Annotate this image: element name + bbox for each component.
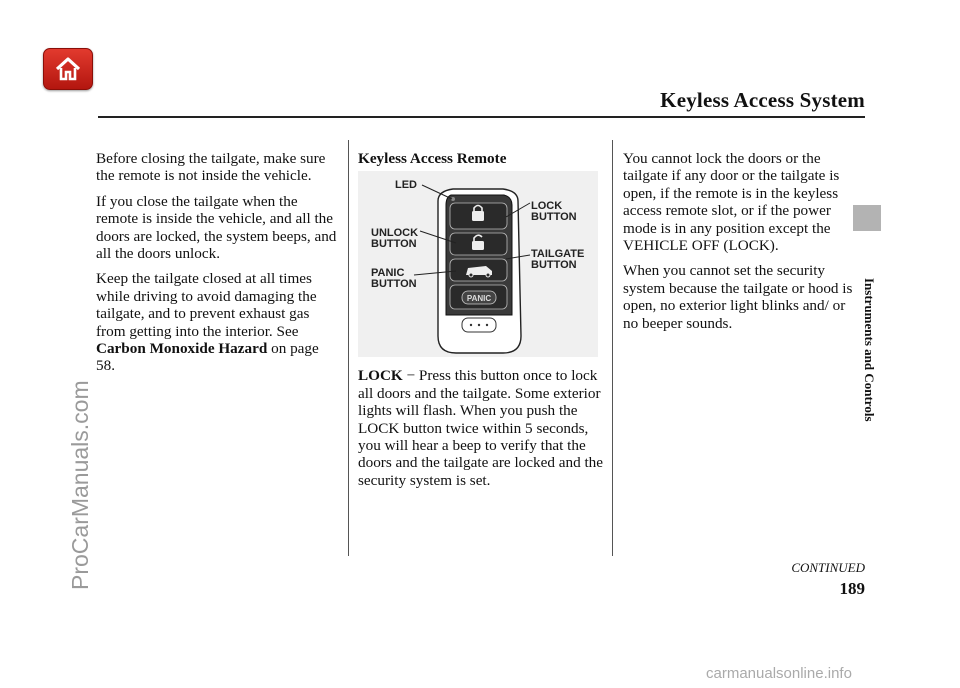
paragraph: Before closing the tailgate, make sure the remote is not inside the vehicle. (96, 150, 326, 185)
subheading: Keyless Access Remote (358, 150, 507, 167)
column-3 (623, 150, 861, 340)
lock-description: LOCK − Press this button once to lock all doors and the tailgate. Some exterior lights will flash. When you push the LOCK button twice within 5 seconds, you will hear a beep to verify that the doors and the tailgate are locked and the security system is set. (358, 367, 604, 489)
label-unlock-button: UNLOCK BUTTON (371, 227, 419, 251)
watermark-left: ProCarManuals.com (67, 380, 93, 590)
label-led: LED (395, 179, 417, 192)
remote-figure (358, 171, 598, 357)
title-rule (98, 116, 865, 118)
paragraph: If you close the tailgate when the remote is inside the vehicle, and all the doors are locked, the system beeps, and all the doors unlock. (96, 192, 337, 263)
column-1 (96, 150, 341, 383)
label-panic-button: PANIC BUTTON (371, 267, 417, 291)
home-button[interactable] (43, 48, 93, 90)
column-2 (358, 150, 604, 497)
paragraph: You cannot lock the doors or the tailgate if any door or the tailgate is open, if the remote is in the keyless access remote slot, or if the power mode is in any position except the VEHICLE OFF (LOCK). (623, 150, 840, 255)
paragraph: Keep the tailgate closed at all times while driving to avoid damaging the tailgate, and to prevent exhaust gas from getting into the interior. See Carbon Monoxide Hazard on page 58. (96, 270, 319, 375)
panic-key-text: PANIC (466, 294, 492, 304)
watermark-bottom: carmanualsonline.info (706, 665, 852, 682)
label-lock-button: LOCK BUTTON (531, 200, 577, 224)
page-number: 189 (839, 579, 865, 598)
home-icon (54, 55, 82, 83)
column-divider-2 (612, 140, 613, 556)
column-divider-1 (348, 140, 349, 556)
paragraph: When you cannot set the security system because the tailgate or hood is open, no exterior light blinks and/ or no beeper sounds. (623, 262, 853, 332)
cross-reference-link[interactable]: Carbon Monoxide Hazard (96, 340, 268, 358)
section-title: Keyless Access System (660, 88, 865, 112)
label-tailgate-button: TAILGATE BUTTON (531, 248, 585, 272)
continued-label: CONTINUED (791, 560, 865, 575)
